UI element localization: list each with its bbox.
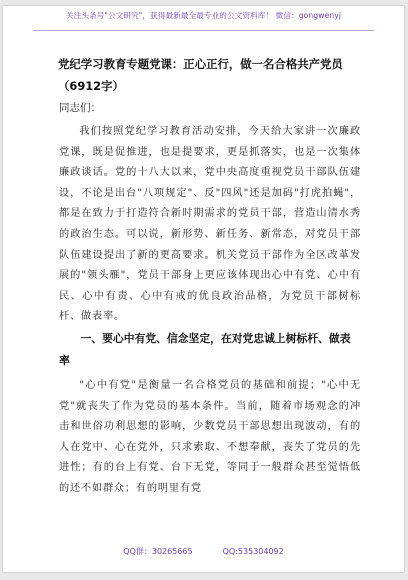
footer-contact bbox=[3, 546, 404, 557]
header-divider bbox=[33, 30, 374, 31]
body-paragraph-section-1: "心中有党"是衡量一名合格党员的基础和前提；"心中无党"就丧失了作为党员的基本条件。当前，随着市场观念的冲击和世俗功利思想的影响，少数党员干部思想出现波动，有的人在党中、心在党外，只求索取、不想奉献，丧失了党员的先进性；有的台上有党、台下无党，等同于一般群众甚至觉悟低的还不如群众；有的明里有党 bbox=[59, 380, 361, 494]
section-heading-1: 一、要心中有党、信念坚定，在对党忠诚上树标杆、做表率 bbox=[59, 332, 351, 367]
document-title: 党纪学习教育专题党课：正心正行，做一名合格共产党员 bbox=[58, 57, 343, 71]
salutation: 同志们： bbox=[59, 102, 101, 114]
document-word-count: （6912字） bbox=[58, 79, 124, 93]
document-page bbox=[3, 6, 404, 572]
qq-contact-text: QQ:535304092 bbox=[222, 547, 284, 556]
qq-group-text: QQ群：30265665 bbox=[123, 547, 193, 556]
body-paragraph-intro: 我们按照党纪学习教育活动安排，今天给大家讲一次廉政党课，既是促推进，也是提要求，更是抓落实，也是一次集体廉政谈话。党的十八大以来，党中央高度重视党员干部队伍建设，不论是出台"八项规定"、反"四风"还是加码"打虎拍蝇"，都是在致力于打造符合新时期需求的党员干部，营造山清水秀的政治生态。可以说，新形势、新任务、新常态，对党员干部队伍建设提出了新的更高要求。机关党员干部作为全区改革发展的"领头雁"，党员干部身上更应该体现出心中有党、心中有民、心中有责、心中有戒的优良政治品格，为党员干部树标杆、做表率。 bbox=[59, 126, 361, 323]
promo-banner: 关注头条号"公文研究"，获得最新最全最专业的公文资料库！ 微信：gongwenyj bbox=[65, 11, 342, 20]
